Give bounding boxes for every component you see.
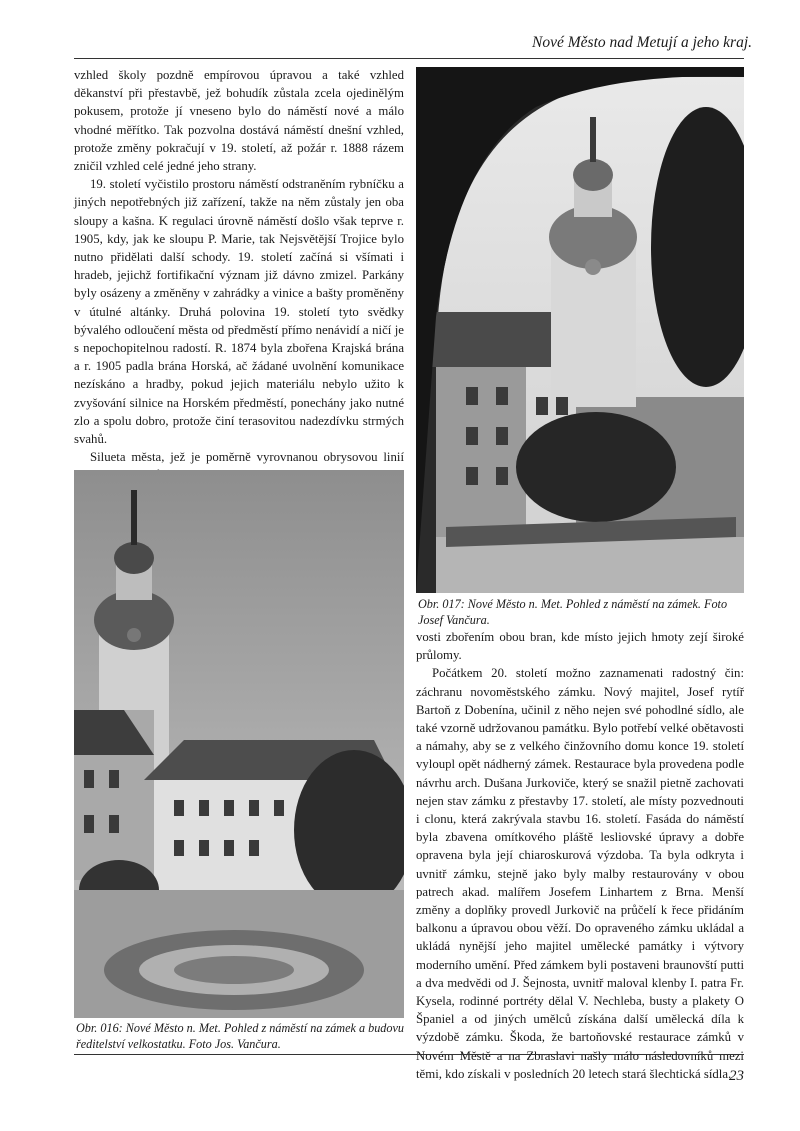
castle-arch-photo [416,67,744,593]
paragraph: vosti zbořením obou bran, kde místo jejich hmoty zejí široké průlomy. [416,630,744,663]
running-header-title: Nové Město nad Metují a jeho kraj. [532,34,752,51]
paragraph: Počátkem 20. století možno zaznamenati radostný čin: záchranu novoměstského zámku. Nový majitel, Josef rytíř Bartoň z Dobenína, učinil z něho nejen své pohodlné sídlo, ale také vzorně udržovanou památku. Bylo potřebí velké obětavosti a námahy, aby se z velkého činžovního domu konce 19. století vyloupl opět nádherný zámek. Restaurace byla provedena podle návrhu arch. Dušana Jurkoviče, který se snažil pietně zachovati nejen stav zámku z přestavby 17. století, ale místy pozvednouti i clonu, která zakrývala stavbu 16. století. Fasáda do náměstí byla zbavena omítkového pláště lesliovské úpravy a dobře opravena byla její chiaroskurová výzdoba. Ta byla odkryta i uvnitř zámku, stejně jako byly malby restaurovány v obou patrech akad. malířem Josefem Linhartem z Brna. Menší změny a doplňky provedl Jurkovič na průčelí k řece přidáním balkonu a úpravou obou věží. Do opraveného zámku ukládal a ukládá nynější jeho majitel umělecké památky i výtvory moderního umění. Před zámkem byli postaveni braunovští putti a dva medvědi od J. Šejnosta, uvnitř maloval klenby I. patra Fr. Kysela, rodinné portréty dělal V. Nechleba, busty a plakety O Španiel a od jiných umělců získána další umělecká díla k výzdobě zámku. Škoda, že bartoňovské restaurace zámků v Novém Městě a na Zbraslavi našly málo následovníků mezi těmi, kdo získali v posledních 20 letech stará šlechtická sídla. [416,666,744,1081]
paragraph: 19. století vyčistilo prostoru náměstí odstraněním rybníčku a jiných nepotřebných již zařízení, takže na něm zůstaly jen oba sloupy a kašna. K regulaci úrovně náměstí došlo však teprve r. 1905, kdy, jak ke sloupu P. Marie, tak Nejsvětější Trojice bylo nutno přidělati další schody. 19. století začíná si všímati i hradeb, jejichž fortifikační význam již dávno zmizel. Parkány byly osázeny a změněny v zahrádky a vinice a bašty proměněny v útulné altánky. Druhá polovina 19. století tyto svědky bývalého odloučení města od předměstí přímo nenávidí a ničí je s nepochopitelnou radostí. R. 1874 byla zbořena Krajská brána a r. 1905 padla brána Horská, ač žádané uvolnění komunikace nezískáno a hradby, pokud jejich materiálu nebylo užito k zvyšování silnice na Horském předměstí, ponechány jako nutné zlo a spolu dobro, protože činí terasovitou nadezdívku strmých svahů. [74,177,404,447]
page-number: 23 [729,1068,744,1084]
paragraph: Silueta města, jež je poměrně vyrovnanou obrysovou linií [90,450,404,465]
footer-rule [74,1054,744,1055]
header-rule [74,58,744,59]
figure-017-caption: Obr. 017: Nové Město n. Met. Pohled z náměstí na zámek. Foto Josef Vančura. [418,597,728,627]
castle-square-photo [74,470,404,1018]
figure-016-caption: Obr. 016: Nové Město n. Met. Pohled z náměstí na zámek a budovu ředitelství velkostatku. Foto Jos. Vančura. [76,1021,404,1051]
paragraph: vzhled školy pozdně empírovou úpravou a také vzhled děkanství při přestavbě, jež bohudík zůstala zcela ojedinělým pokusem, protože jí vneseno bylo do náměstí nové a málo vhodné měřítko. Tak pozvolna dostává náměstí dnešní vzhled, protože změny pokračují v 19. století, až požár r. 1888 rázem zničil vzhled celé jedné jeho strany. [74,68,404,174]
left-text-column [74,66,404,503]
right-text-column [416,628,744,1083]
